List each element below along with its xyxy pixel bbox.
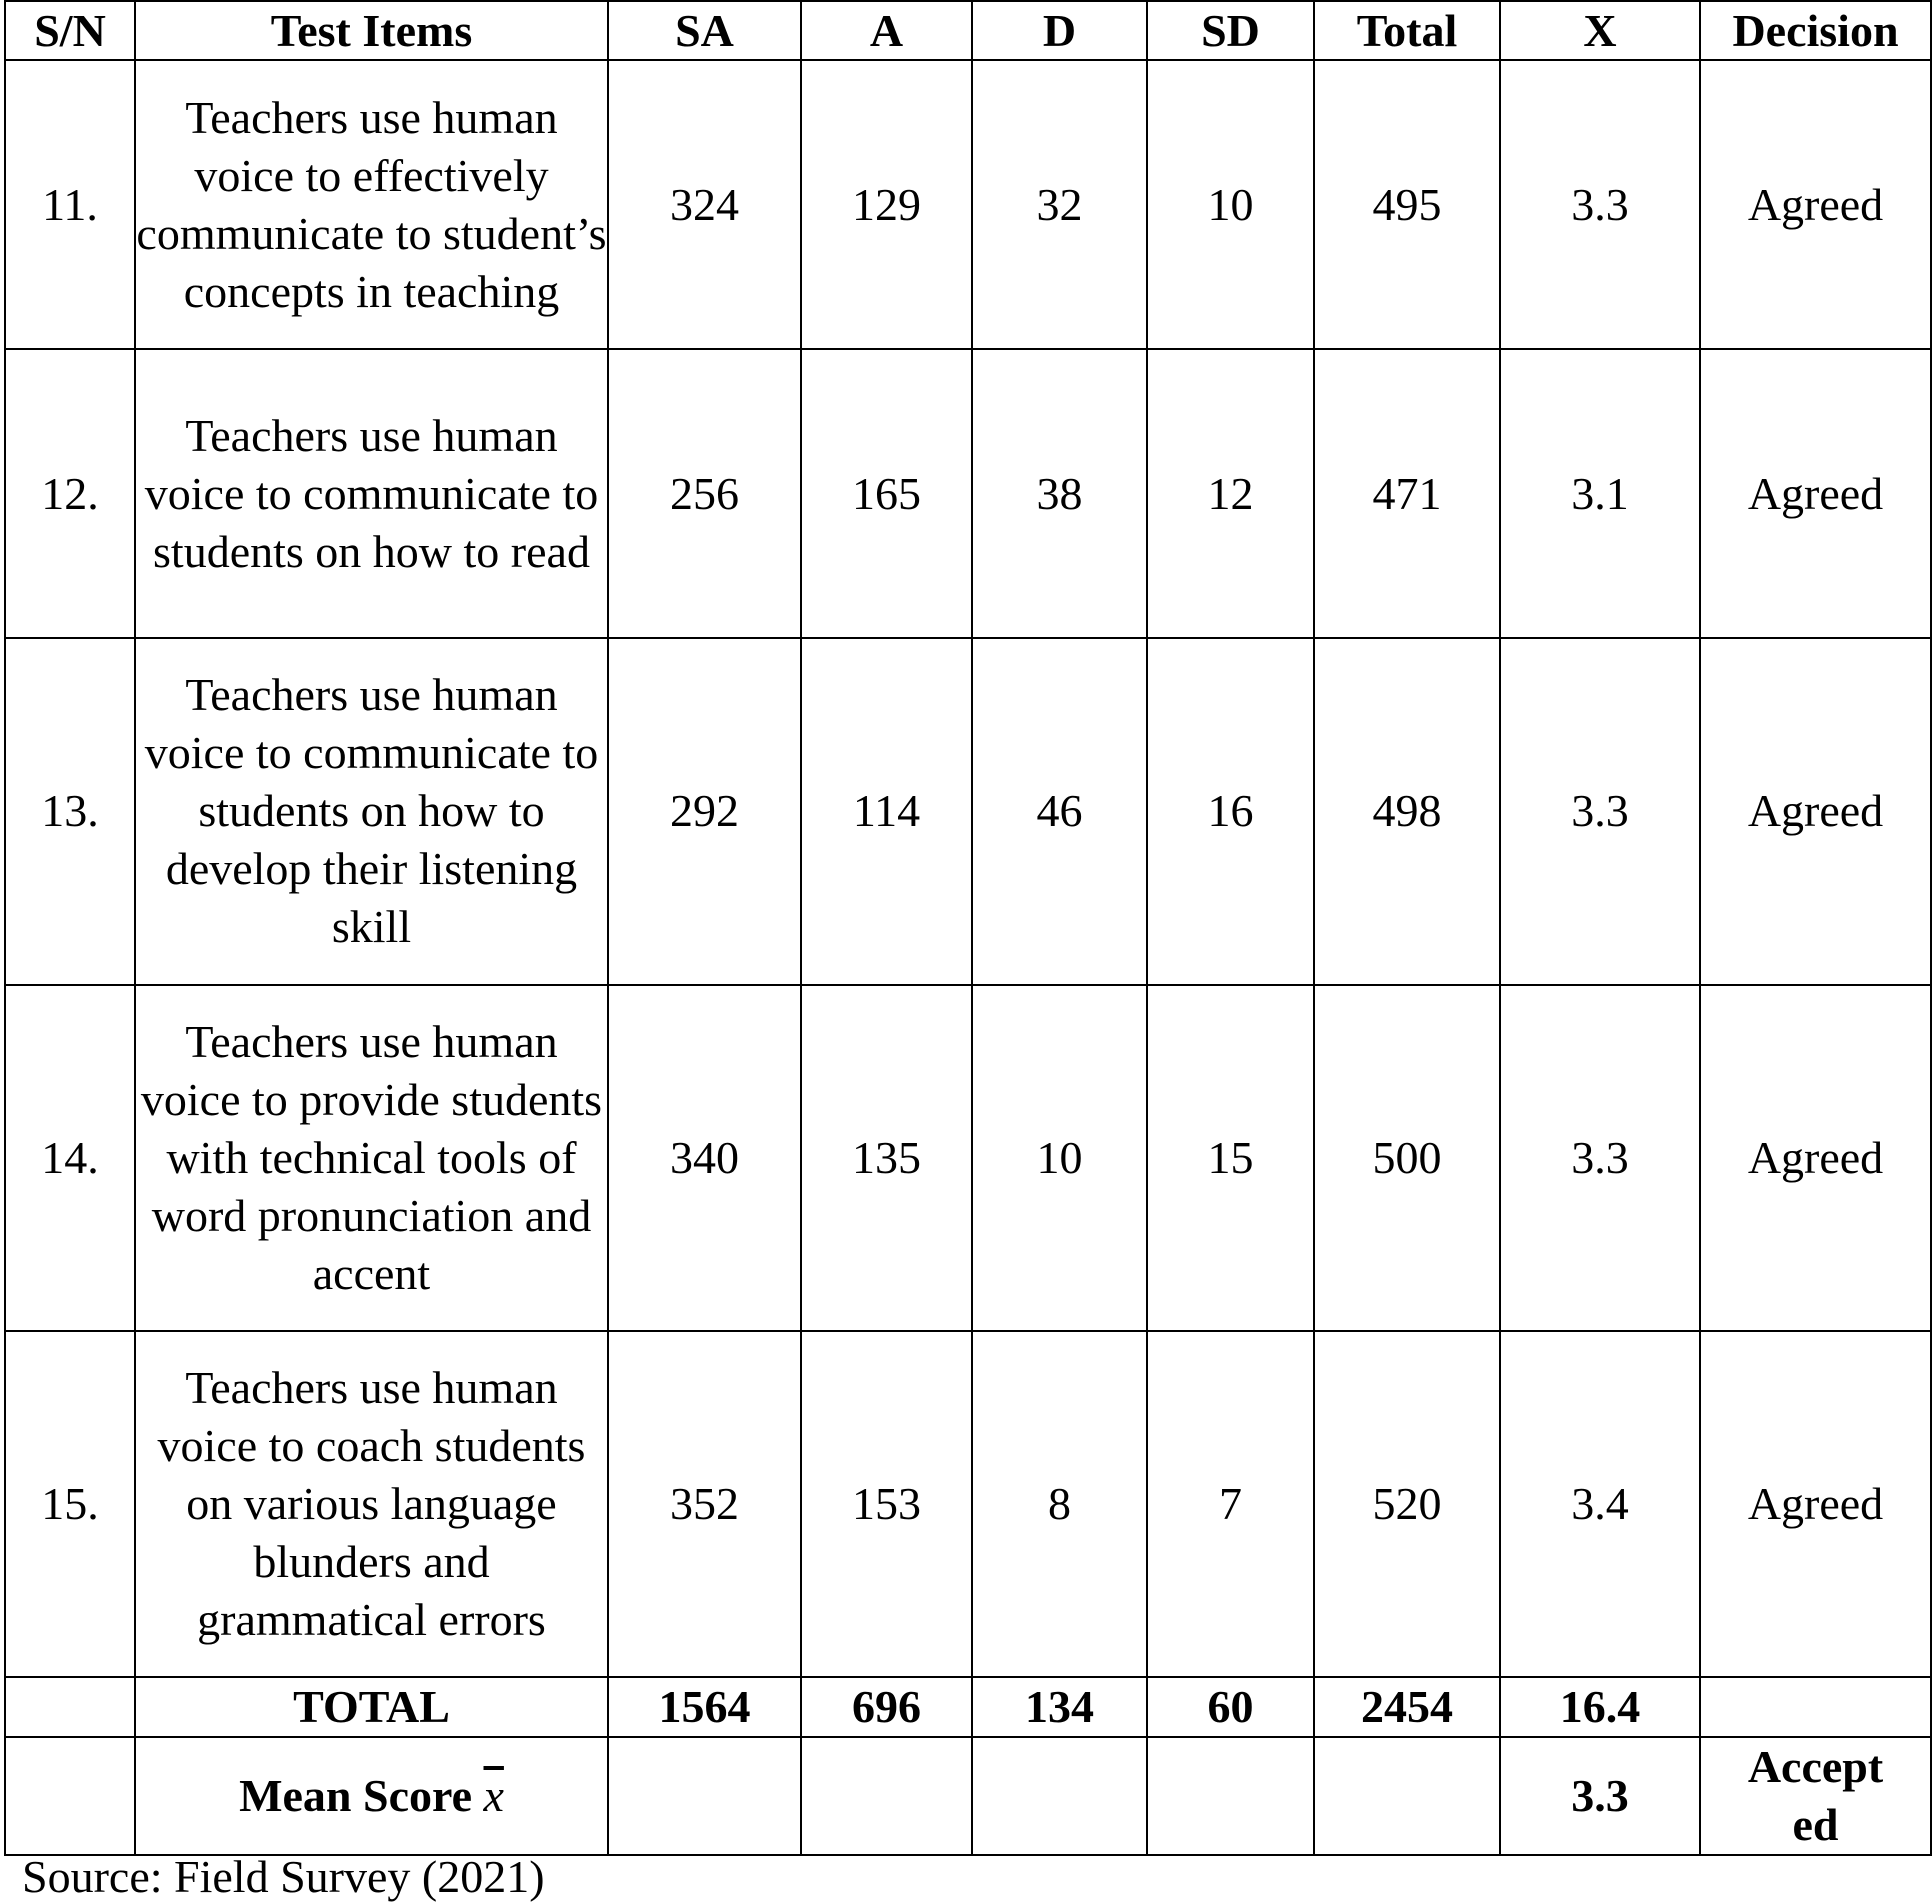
total-decision-empty (1700, 1677, 1931, 1737)
header-sa: SA (608, 1, 801, 60)
mean-a-empty (801, 1737, 972, 1855)
total-sn-empty (5, 1677, 135, 1737)
total-x: 16.4 (1500, 1677, 1700, 1737)
cell-d: 10 (972, 985, 1147, 1331)
total-sd: 60 (1147, 1677, 1314, 1737)
cell-sd: 15 (1147, 985, 1314, 1331)
source-note: Source: Field Survey (2021) (22, 1851, 545, 1902)
mean-score-label-cell (135, 1737, 608, 1855)
cell-sn: 12. (5, 349, 135, 638)
header-row (5, 1, 1931, 60)
mean-d-empty (972, 1737, 1147, 1855)
mean-sn-empty (5, 1737, 135, 1855)
mean-score-label: Mean Score (239, 1769, 472, 1821)
cell-decision: Agreed (1700, 638, 1931, 984)
cell-total: 498 (1314, 638, 1500, 984)
cell-test-item: Teachers use human voice to effectively communicate to student’s concepts in teaching (135, 60, 608, 349)
cell-sa: 352 (608, 1331, 801, 1677)
cell-decision: Agreed (1700, 349, 1931, 638)
cell-total: 500 (1314, 985, 1500, 1331)
cell-sa: 292 (608, 638, 801, 984)
table-row (5, 1331, 1931, 1677)
total-a: 696 (801, 1677, 972, 1737)
mean-score-row (5, 1737, 1931, 1855)
cell-total: 471 (1314, 349, 1500, 638)
cell-test-item: Teachers use human voice to communicate to students on how to develop their listening skill (135, 638, 608, 984)
cell-x: 3.1 (1500, 349, 1700, 638)
total-d: 134 (972, 1677, 1147, 1737)
cell-sd: 7 (1147, 1331, 1314, 1677)
table-row (5, 60, 1931, 349)
cell-sd: 10 (1147, 60, 1314, 349)
total-total: 2454 (1314, 1677, 1500, 1737)
cell-total: 520 (1314, 1331, 1500, 1677)
header-decision: Decision (1700, 1, 1931, 60)
cell-sn: 15. (5, 1331, 135, 1677)
cell-test-item: Teachers use human voice to provide students with technical tools of word pronunciation and accent (135, 985, 608, 1331)
cell-x: 3.3 (1500, 985, 1700, 1331)
survey-results-table (4, 0, 1932, 1856)
mean-symbol: $\overline{x}$ (483, 1769, 504, 1821)
cell-d: 46 (972, 638, 1147, 984)
cell-total: 495 (1314, 60, 1500, 349)
cell-d: 32 (972, 60, 1147, 349)
cell-decision: Agreed (1700, 985, 1931, 1331)
mean-decision (1700, 1737, 1931, 1855)
cell-a: 129 (801, 60, 972, 349)
header-a: A (801, 1, 972, 60)
table-row (5, 349, 1931, 638)
cell-x: 3.4 (1500, 1331, 1700, 1677)
mean-x: 3.3 (1500, 1737, 1700, 1855)
cell-x: 3.3 (1500, 638, 1700, 984)
cell-sn: 13. (5, 638, 135, 984)
cell-test-item: Teachers use human voice to communicate to students on how to read (135, 349, 608, 638)
mean-sd-empty (1147, 1737, 1314, 1855)
header-sd: SD (1147, 1, 1314, 60)
mean-total-empty (1314, 1737, 1500, 1855)
cell-sa: 324 (608, 60, 801, 349)
header-total: Total (1314, 1, 1500, 60)
cell-a: 114 (801, 638, 972, 984)
cell-sn: 14. (5, 985, 135, 1331)
cell-sn: 11. (5, 60, 135, 349)
mean-sa-empty (608, 1737, 801, 1855)
cell-d: 8 (972, 1331, 1147, 1677)
cell-sa: 256 (608, 349, 801, 638)
cell-sd: 16 (1147, 638, 1314, 984)
cell-decision: Agreed (1700, 1331, 1931, 1677)
header-x: X (1500, 1, 1700, 60)
cell-a: 153 (801, 1331, 972, 1677)
total-row (5, 1677, 1931, 1737)
cell-x: 3.3 (1500, 60, 1700, 349)
table-row (5, 638, 1931, 984)
header-test-items: Test Items (135, 1, 608, 60)
mean-decision-text: Accepted (1747, 1740, 1884, 1850)
cell-sa: 340 (608, 985, 801, 1331)
cell-sd: 12 (1147, 349, 1314, 638)
header-sn: S/N (5, 1, 135, 60)
table-row (5, 985, 1931, 1331)
header-d: D (972, 1, 1147, 60)
cell-decision: Agreed (1700, 60, 1931, 349)
total-sa: 1564 (608, 1677, 801, 1737)
cell-test-item: Teachers use human voice to coach students on various language blunders and grammatical errors (135, 1331, 608, 1677)
cell-a: 165 (801, 349, 972, 638)
cell-a: 135 (801, 985, 972, 1331)
cell-d: 38 (972, 349, 1147, 638)
total-label: TOTAL (135, 1677, 608, 1737)
